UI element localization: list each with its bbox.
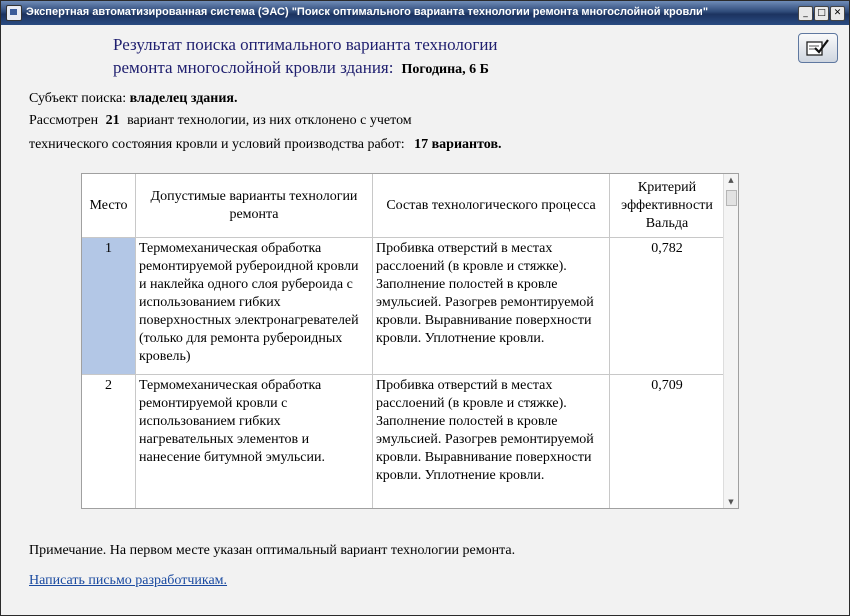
contact-developers-link[interactable]: Написать письмо разработчикам. <box>29 573 228 588</box>
heading-line2: ремонта многослойной кровли здания: <box>113 58 394 77</box>
row2-process[interactable]: Пробивка отверстий в местах расслоений (в кровле и стяжке). Заполнение полостей в кровле эмульсией. Разогрев ремонтируемой кровли. Выравнивание поверхности кровли. Уплотнение кровли. <box>373 375 610 509</box>
scroll-down-icon[interactable]: ▼ <box>728 498 734 506</box>
table-scrollbar[interactable] <box>723 174 738 508</box>
rejected-line <box>29 137 502 153</box>
heading-line1: Результат поиска оптимального варианта технологии <box>113 35 498 54</box>
close-icon: ✕ <box>833 8 842 18</box>
subject-label: Субъект поиска: <box>29 91 127 106</box>
row1-criterion[interactable]: 0,782 <box>610 238 725 375</box>
building-address: Погодина, 6 Б <box>401 62 489 77</box>
rejected-prefix: технического состояния кровли и условий производства работ: <box>29 137 405 152</box>
col-header-process[interactable]: Состав технологического процесса <box>373 174 610 238</box>
edit-check-icon <box>806 38 830 58</box>
scroll-thumb[interactable] <box>726 190 737 206</box>
client-area <box>1 25 849 615</box>
title-bar[interactable] <box>1 1 849 25</box>
app-icon[interactable] <box>6 5 22 21</box>
note-text: Примечание. На первом месте указан оптимальный вариант технологии ремонта. <box>29 543 516 558</box>
minimize-button[interactable] <box>798 6 813 21</box>
row2-place[interactable]: 2 <box>82 375 136 509</box>
minimize-icon: _ <box>803 8 808 18</box>
scroll-up-icon[interactable]: ▲ <box>728 176 734 184</box>
col-header-variant[interactable]: Допустимые варианты технологии ремонта <box>136 174 373 238</box>
row1-process[interactable]: Пробивка отверстий в местах расслоений (в кровле и стяжке). Заполнение полостей в кровле эмульсией. Разогрев ремонтируемой кровли. Выравнивание поверхности кровли. Уплотнение кровли. <box>373 238 610 375</box>
col-header-place[interactable]: Место <box>82 174 136 238</box>
considered-suffix: вариант технологии, из них отклонено с учетом <box>127 113 412 128</box>
page-title <box>113 33 498 81</box>
subject-line <box>29 91 238 107</box>
window-title: Экспертная автоматизированная система (ЭАС) "Поиск оптимального варианта технологии ремонта многослойной кровли" <box>26 6 709 18</box>
close-button[interactable] <box>830 6 845 21</box>
considered-prefix: Рассмотрен <box>29 113 99 128</box>
maximize-button[interactable] <box>814 6 829 21</box>
results-table[interactable] <box>81 173 739 509</box>
row2-criterion[interactable]: 0,709 <box>610 375 725 509</box>
row1-variant[interactable]: Термомеханическая обработка ремонтируемой рубероидной кровли и наклейка одного слоя рубероида с использованием гибких поверхностных электронагревателей (только для ремонта рубероидных кровель) <box>136 238 373 375</box>
row1-place[interactable]: 1 <box>82 238 136 375</box>
row2-variant[interactable]: Термомеханическая обработка ремонтируемой кровли с использованием гибких нагревательных элементов и нанесение битумной эмульсии. <box>136 375 373 509</box>
edit-check-button[interactable] <box>798 33 838 63</box>
col-header-criterion[interactable]: Критерий эффективности Вальда <box>610 174 725 238</box>
maximize-icon: □ <box>817 8 826 18</box>
considered-count: 21 <box>105 113 120 128</box>
rejected-value: 17 вариантов. <box>414 137 502 152</box>
considered-line <box>29 113 412 129</box>
subject-value: владелец здания. <box>129 91 238 106</box>
